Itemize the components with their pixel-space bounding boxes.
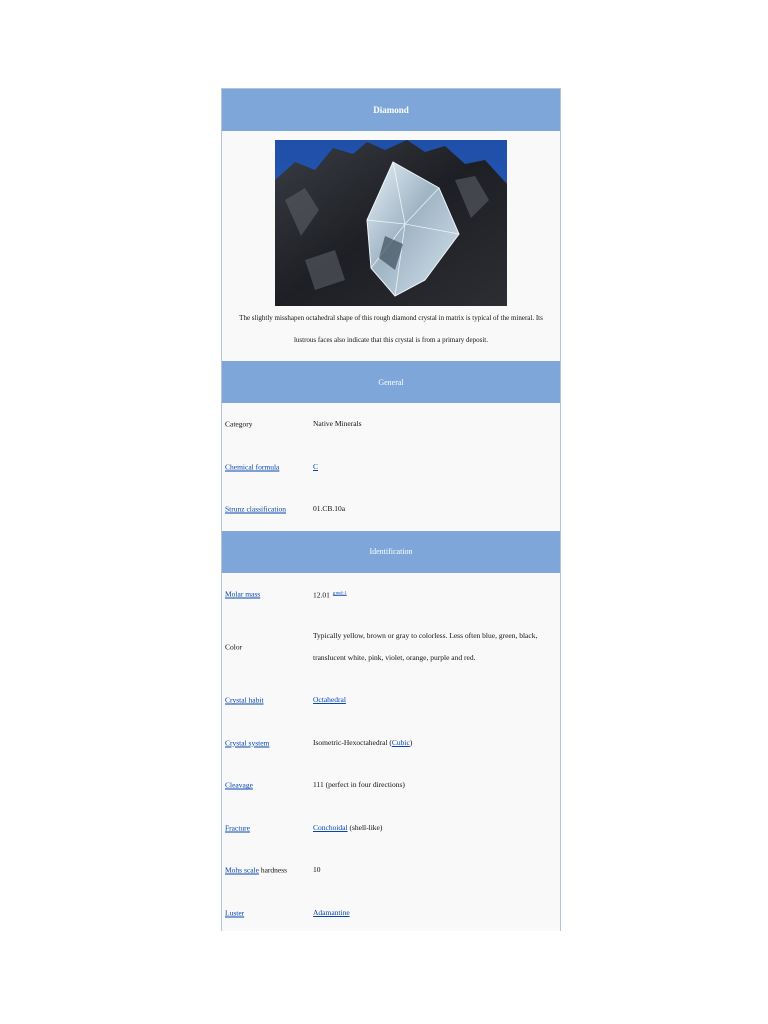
section-header-identification-text: Identification xyxy=(369,547,413,556)
row-category-value: Native Minerals xyxy=(313,419,362,429)
cleavage-value: 111 (perfect in four directions) xyxy=(313,780,405,790)
chemical-formula-link[interactable]: Chemical formula xyxy=(225,462,280,472)
row-color xyxy=(222,615,560,679)
mohs-hardness-label-suffix: hardness xyxy=(258,865,288,875)
conchoidal-link[interactable]: Conchoidal xyxy=(313,822,348,832)
image-caption-text: The slightly misshapen octahedral shape of this rough diamond crystal in matrix is typical of the mineral. Its lustrous faces also indicate that this crystal is from a primary deposit. xyxy=(239,314,543,344)
strunz-classification-value: 01.CB.10a xyxy=(313,504,346,514)
row-fracture xyxy=(222,807,560,850)
crystal-system-value-suffix: ) xyxy=(409,737,413,747)
row-cleavage xyxy=(222,764,560,807)
row-molar-mass xyxy=(222,573,560,616)
row-crystal-habit xyxy=(222,679,560,722)
luster-link[interactable]: Luster xyxy=(225,908,245,918)
row-luster xyxy=(222,892,560,932)
color-value: Typically yellow, brown or gray to colorless. Less often blue, green, black, translucent white, pink, violet, orange, purple and red. xyxy=(313,631,538,662)
crystal-habit-link[interactable]: Crystal habit xyxy=(225,695,264,705)
color-label: Color xyxy=(225,642,243,652)
row-strunz-classification xyxy=(222,488,560,531)
molar-mass-value: 12.01 xyxy=(313,590,330,599)
strunz-classification-link[interactable]: Strunz classification xyxy=(225,504,287,514)
row-chemical-formula xyxy=(222,446,560,489)
molar-mass-unit-link[interactable]: g·mol−1 xyxy=(332,589,347,595)
row-crystal-system xyxy=(222,722,560,765)
section-header-general-text: General xyxy=(378,377,404,387)
fracture-value-suffix: (shell-like) xyxy=(347,822,383,832)
section-header-general xyxy=(222,361,560,403)
crystal-system-link[interactable]: Crystal system xyxy=(225,738,270,748)
molar-mass-link[interactable]: Molar mass xyxy=(225,589,261,599)
crystal-system-cubic-link[interactable]: Cubic xyxy=(391,737,410,747)
crystal-system-value-prefix: Isometric-Hexoctahedral ( xyxy=(313,737,392,747)
fracture-link[interactable]: Fracture xyxy=(225,823,250,833)
cleavage-link[interactable]: Cleavage xyxy=(225,780,253,790)
chemical-formula-value-link[interactable]: C xyxy=(313,461,319,471)
section-header-identification xyxy=(222,531,560,573)
mineral-image-container xyxy=(222,131,560,306)
mohs-scale-link[interactable]: Mohs scale xyxy=(225,865,259,875)
image-caption xyxy=(222,306,560,361)
row-category-label: Category xyxy=(225,419,253,429)
diamond-photo[interactable] xyxy=(275,140,507,306)
crystal-habit-value-link[interactable]: Octahedral xyxy=(313,695,346,705)
row-mohs-hardness xyxy=(222,849,560,892)
infobox-diamond xyxy=(221,88,561,931)
row-category xyxy=(222,403,560,446)
infobox-title-text: Diamond xyxy=(373,105,409,115)
infobox-title xyxy=(222,89,560,131)
adamantine-link[interactable]: Adamantine xyxy=(313,907,350,917)
mohs-hardness-value: 10 xyxy=(313,865,321,875)
